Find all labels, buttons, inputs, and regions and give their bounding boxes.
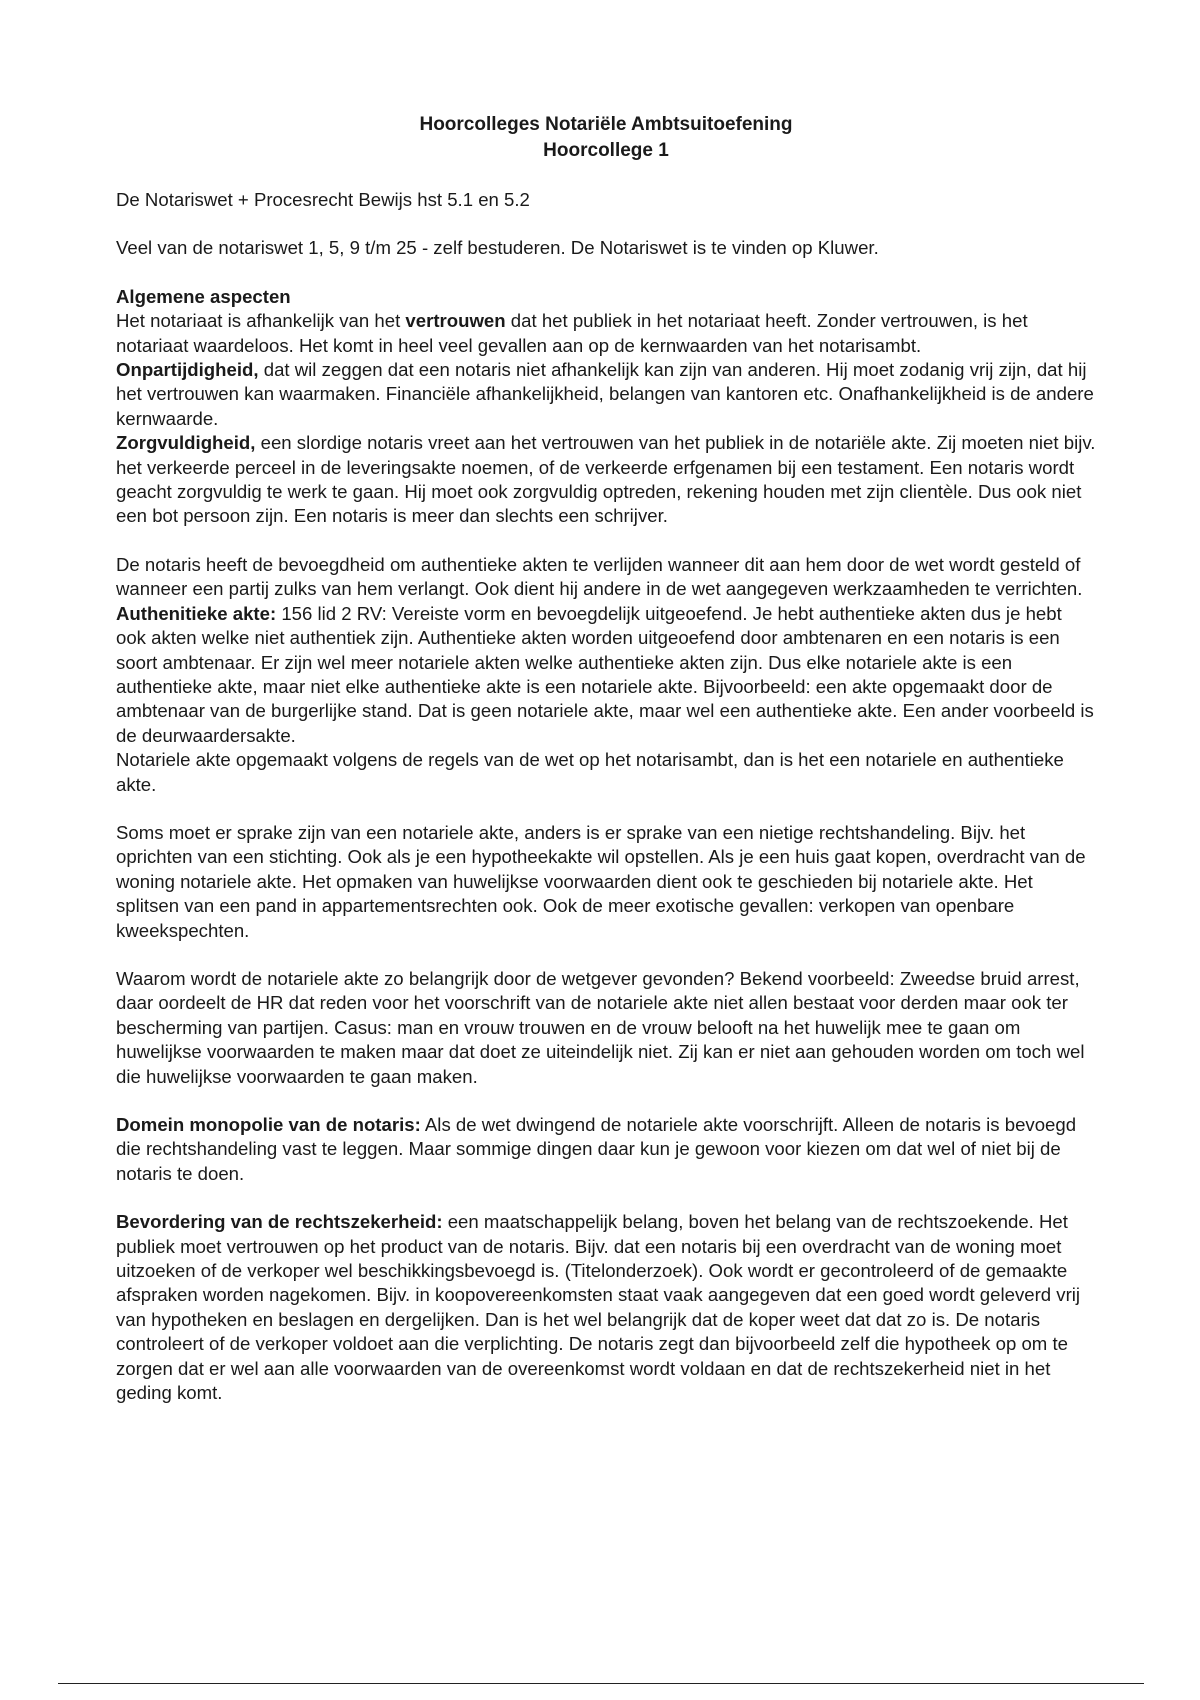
legal-certainty-text: een maatschappelijk belang, boven het belang van de rechtszoekende. Het publiek moet vertrouwen op het product van de notaris. Bijv. dat een notaris bij een overdracht van de woning moet uitzoeken of de verkoper wel beschikkingsbevoegd is. (Titelonderzoek). Ook wordt er gecontroleerd of de gemaakte afspraken worden nagekomen. Bijv. in koopovereenkomsten staat vaak aangegeven dat een goed wordt geleverd vrij van hypotheken en beslagen en dergelijken. Dan is het wel belangrijk dat de koper weet dat dat zo is. De notaris controleert of de verkoper voldoet aan die verplichting. De notaris zegt dan bijvoorbeeld zelf die hypotheek op om te zorgen dat er wel aan alle voorwaarden van de overeenkomst wordt voldaan en dat de rechtszekerheid niet in het geding komt.: [116, 1211, 1081, 1404]
section-heading-algemene-aspecten: Algemene aspecten: [116, 285, 291, 307]
care-text: een slordige notaris vreet aan het vertrouwen van het publiek in de notariële akte. Zij moeten niet bijv. het verkeerde perceel in de leveringsakte noemen, of de verkeerde erfgenamen bij een testament. Een notaris wordt geacht zorgvuldig te werk te gaan. Hij moet ook zorgvuldig optreden, rekening houden met zijn clientèle. Dus ook niet een bot persoon zijn. Een notaris is meer dan slechts een schrijver.: [116, 432, 1096, 527]
paragraph-care: [116, 431, 1096, 529]
monopoly-text: Als de wet dwingend de notariele akte voorschrijft. Alleen de notaris is bevoegd die rechtshandeling vast te leggen. Maar sommige dingen daar kun je gewoon voor kiezen om dat wel of niet bij de notaris te doen.: [116, 1114, 1077, 1184]
trust-text-pre: Het notariaat is afhankelijk van het: [116, 310, 406, 332]
legal-certainty-term: Bevordering van de rechtszekerheid:: [116, 1211, 443, 1233]
document-page: [116, 112, 1096, 1405]
paragraph-notarial-deed: Notariele akte opgemaakt volgens de regels van de wet op het notarisambt, dan is het een notariele en authentieke akte.: [116, 749, 1064, 795]
authentic-deed-text: 156 lid 2 RV: Vereiste vorm en bevoegdelijk uitgeoefend. Je hebt authentieke akten dus je hebt ook akten welke niet authentiek zijn. Authentieke akten worden uitgeoefend door ambtenaren en een notaris is een soort ambtenaar. Er zijn wel meer notariele akten welke authentieke akten zijn. Dus elke notariele akte is een authentieke akte, maar niet elke authentieke akte is een notariele akte. Bijvoorbeeld: een akte opgemaakt door de ambtenaar van de burgerlijke stand. Dat is geen notariele akte, maar wel een authentieke akte. Een ander voorbeeld is de deurwaardersakte.: [116, 602, 1094, 746]
paragraph-authentic-deed: [116, 602, 1096, 748]
intro-line-2: Veel van de notariswet 1, 5, 9 t/m 25 - zelf bestuderen. De Notariswet is te vinden op Kluwer.: [116, 237, 879, 259]
paragraph-authority: De notaris heeft de bevoegdheid om authentieke akten te verlijden wanneer dit aan hem door de wet wordt gesteld of wanneer een partij zulks van hem verlangt. Ook dient hij andere in de wet aangegeven werkzaamheden te verrichten.: [116, 553, 1083, 600]
footer-rule: [58, 1683, 1144, 1684]
paragraph-legal-certainty: [116, 1210, 1096, 1405]
impartiality-text: dat wil zeggen dat een notaris niet afhankelijk kan zijn van anderen. Hij moet zodanig vrij zijn, dat hij het vertrouwen kan waarmaken. Financiële afhankelijkheid, belangen van kantoren etc. Onafhankelijkheid is de andere kernwaarde.: [116, 359, 1094, 429]
care-term: Zorgvuldigheid,: [116, 432, 256, 454]
paragraph-monopoly: [116, 1113, 1096, 1186]
paragraph-importance: Waarom wordt de notariele akte zo belangrijk door de wetgever gevonden? Bekend voorbeeld: Zweedse bruid arrest, daar oordeelt de HR dat reden voor het voorschrift van de notariele akte niet allen bestaat voor derden maar ook ter bescherming van partijen. Casus: man en vrouw trouwen en de vrouw belooft na het huwelijk mee te gaan om huwelijkse voorwaarden te maken maar dat doet ze uiteindelijk niet. Zij kan er niet aan gehouden worden om toch wel die huwelijkse voorwaarden te gaan maken.: [116, 967, 1085, 1087]
paragraph-trust: [116, 309, 1096, 358]
impartiality-term: Onpartijdigheid,: [116, 359, 259, 381]
document-subtitle: Hoorcollege 1: [543, 140, 669, 161]
intro-line-1: De Notariswet + Procesrecht Bewijs hst 5.1 en 5.2: [116, 189, 530, 210]
paragraph-required-deed: Soms moet er sprake zijn van een notariele akte, anders is er sprake van een nietige rechtshandeling. Bijv. het oprichten van een stichting. Ook als je een hypotheekakte wil opstellen. Als je een huis gaat kopen, overdracht van de woning notariele akte. Het opmaken van huwelijkse voorwaarden dient ook te geschieden bij notariele akte. Het splitsen van een pand in appartementsrechten ook. Ook de meer exotische gevallen: verkopen van openbare kweekspechten.: [116, 821, 1086, 941]
document-title: Hoorcolleges Notariële Ambtsuitoefening: [419, 114, 793, 135]
paragraph-impartiality: [116, 358, 1096, 431]
authentic-deed-term: Authenitieke akte:: [116, 602, 277, 624]
trust-text-post: dat het publiek in het notariaat heeft. Zonder vertrouwen, is het notariaat waardeloos. Het komt in heel veel gevallen aan op de kernwaarden van het notarisambt.: [116, 310, 1028, 356]
monopoly-term: Domein monopolie van de notaris:: [116, 1114, 421, 1135]
trust-keyword: vertrouwen: [405, 310, 506, 332]
